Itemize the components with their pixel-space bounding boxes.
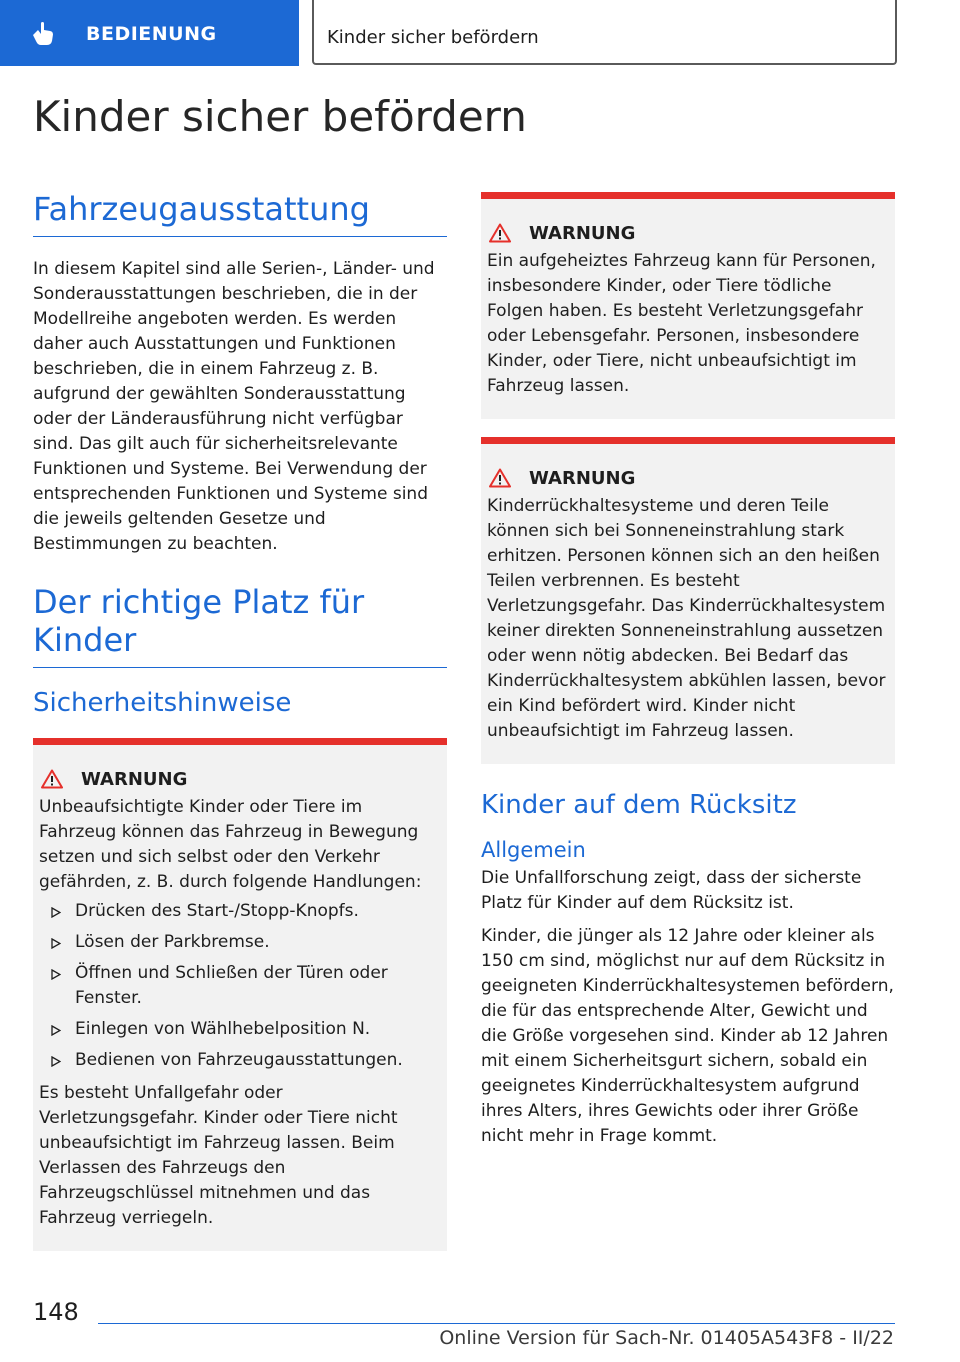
list-item: Einlegen von Wählhebelposition N. (39, 1017, 441, 1042)
warning-intro: Unbeaufsichtigte Kinder oder Tiere im Fahrzeug können das Fahrzeug in Bewegung setzen und sich selbst oder den Verkehr gefährden, z. B. durch folgende Handlungen: (39, 797, 422, 892)
bullet-triangle-icon (51, 1056, 61, 1067)
bullet-triangle-icon (51, 938, 61, 949)
warning-text: Ein aufgeheiztes Fahrzeug kann für Personen, insbesondere Kinder, oder Tiere tödliche Folgen haben. Es besteht Verletzungsgefahr oder Lebensgefahr. Personen, insbesondere Kinder, oder Tiere, nicht unbeaufsichtigt im Fahrzeug lassen. (487, 251, 876, 396)
warning-list (39, 899, 441, 1073)
heading-richtiger-platz: Der richtige Platz für Kinder (33, 583, 447, 668)
list-item: Lösen der Parkbremse. (39, 930, 441, 955)
bullet-triangle-icon (51, 969, 61, 980)
list-item: Drücken des Start-/Stopp-Knopfs. (39, 899, 441, 924)
warning-text: Kinderrückhaltesysteme und deren Teile können sich bei Sonneneinstrahlung stark erhitzen. Personen können sich an den heißen Teilen verbrennen. Es besteht Verletzungsgefahr. Das Kinderrückhaltesystem keiner direkten Sonneneinstrahlung aussetzen oder wenn nötig abdecken. Bei Bedarf das Kinderrückhaltesystem abkühlen lassen, bevor ein Kind befördert wird. Kinder nicht unbeaufsichtigt im Fahrzeug lassen. (487, 496, 886, 741)
heading-kinder-ruecksitz: Kinder auf dem Rücksitz (481, 790, 797, 820)
chapter-tab-label: BEDIENUNG (86, 23, 217, 45)
list-item: Bedienen von Fahrzeugausstattungen. (39, 1048, 441, 1073)
warning-label: WARNUNG (81, 768, 188, 790)
warning-label: WARNUNG (529, 467, 636, 489)
page-title: Kinder sicher befördern (33, 92, 527, 141)
list-item: Öffnen und Schließen der Türen oder Fenster. (39, 961, 441, 1011)
chapter-tab[interactable] (0, 0, 299, 66)
heading-fahrzeugausstattung: Fahrzeugausstattung (33, 190, 447, 237)
footer-version-text: Online Version für Sach-Nr. 01405A543F8 - II/22 (439, 1327, 894, 1349)
warning-box (481, 437, 895, 764)
pointing-hand-icon (30, 21, 56, 47)
left-column (33, 190, 447, 1251)
heading-sicherheitshinweise: Sicherheitshinweise (33, 688, 292, 718)
warning-label: WARNUNG (529, 222, 636, 244)
page-number: 148 (33, 1298, 79, 1326)
right-column (481, 192, 895, 1149)
warning-box (33, 738, 447, 1251)
warning-box (481, 192, 895, 419)
bullet-triangle-icon (51, 1025, 61, 1036)
warning-header (487, 221, 889, 245)
footer-divider (98, 1323, 895, 1324)
bullet-triangle-icon (51, 907, 61, 918)
section-header (312, 0, 897, 65)
warning-triangle-icon (489, 223, 511, 243)
paragraph-kinder-alter: Kinder, die jünger als 12 Jahre oder kleiner als 150 cm sind, möglichst nur auf dem Rücksitz in geeigneten Kinderrückhaltesystemen befördern, die für das entsprechende Alter, Gewicht und die Größe vorgesehen sind. Kinder ab 12 Jahren mit einem Sicherheitsgurt sichern, sobald ein geeignetes Kinderrückhaltesystem aufgrund ihres Alters, ihres Gewichts oder ihrer Größe nicht mehr in Frage kommt. (481, 926, 894, 1146)
warning-triangle-icon (489, 468, 511, 488)
warning-triangle-icon (41, 769, 63, 789)
warning-outro: Es besteht Unfallgefahr oder Verletzungsgefahr. Kinder oder Tiere nicht unbeaufsichtigt im Fahrzeug lassen. Beim Verlassen des Fahrzeugs den Fahrzeugschlüssel mitnehmen und das Fahrzeug verriegeln. (39, 1083, 398, 1228)
section-header-title: Kinder sicher befördern (327, 27, 539, 48)
heading-allgemein: Allgemein (481, 838, 586, 862)
warning-header (487, 466, 889, 490)
warning-header (39, 767, 441, 791)
paragraph-unfallforschung: Die Unfallforschung zeigt, dass der sicherste Platz für Kinder auf dem Rücksitz ist. (481, 868, 862, 913)
paragraph-ausstattung: In diesem Kapitel sind alle Serien-, Länder- und Sonderausstattungen beschrieben, die in der Modellreihe angeboten werden. Es werden daher auch Ausstattungen und Funktionen beschrieben, die in einem Fahrzeug z. B. aufgrund der gewählten Sonderausstattung oder der Länderausführung nicht verfügbar sind. Das gilt auch für sicherheitsrelevante Funktionen und Systeme. Bei Verwendung der entsprechenden Funktionen und Systeme sind die jeweils geltenden Gesetze und Bestimmungen zu beachten. (33, 259, 435, 554)
